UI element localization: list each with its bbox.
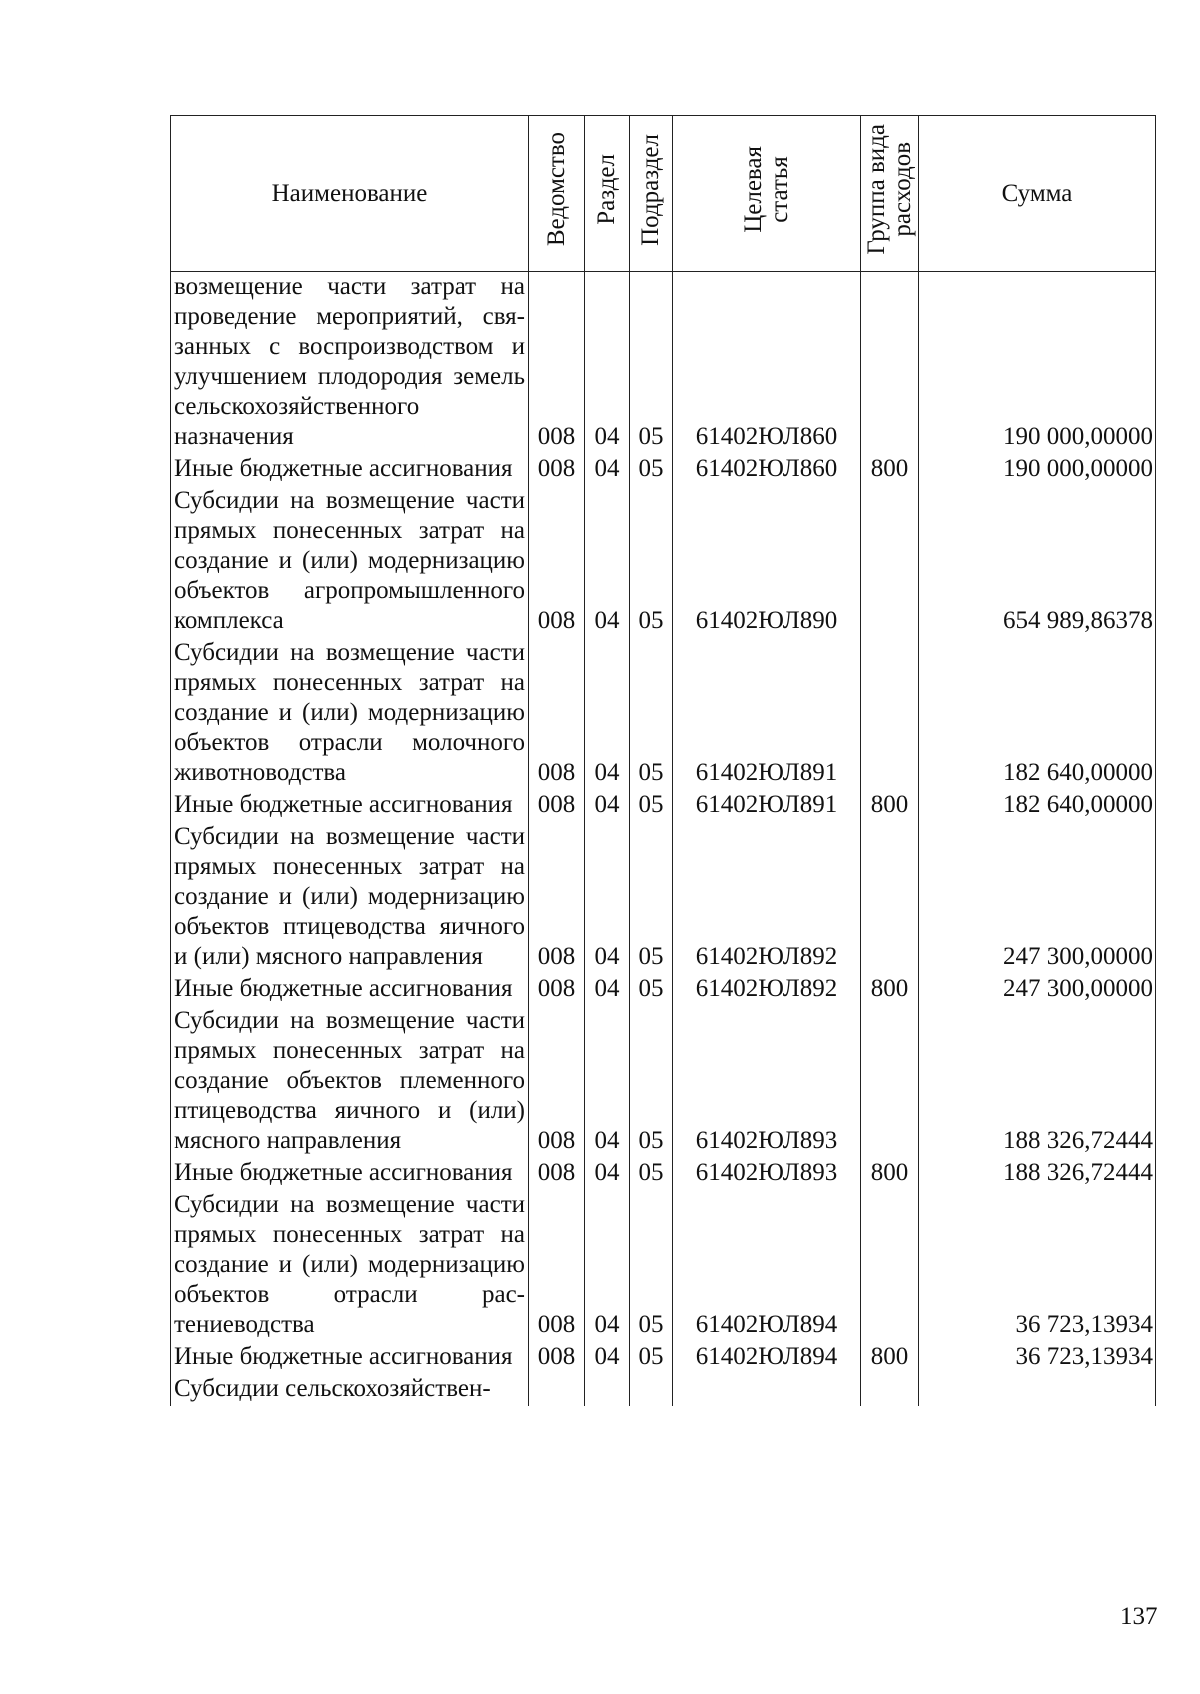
cell-vedomstvo: 008: [529, 454, 585, 486]
header-celevaya-statya: Целевая статья: [673, 116, 861, 272]
header-razdel: Раздел: [585, 116, 630, 272]
cell-gruppa: 800: [861, 1342, 919, 1374]
cell-gruppa: [861, 1374, 919, 1406]
cell-name: Субсидии сельскохозяйствен-: [171, 1374, 529, 1406]
cell-razdel: 04: [585, 822, 630, 974]
cell-celevaya-statya: 61402ЮЛ893: [673, 1158, 861, 1190]
cell-name: Иные бюджетные ассигнования: [171, 1158, 529, 1190]
cell-podrazdel: 05: [630, 638, 673, 790]
cell-celevaya-statya: 61402ЮЛ893: [673, 1006, 861, 1158]
table-row: [171, 1374, 1156, 1406]
cell-celevaya-statya: 61402ЮЛ890: [673, 486, 861, 638]
cell-name: Иные бюджетные ассигнования: [171, 790, 529, 822]
cell-name: Иные бюджетные ассигнования: [171, 974, 529, 1006]
cell-gruppa: 800: [861, 454, 919, 486]
cell-gruppa: 800: [861, 974, 919, 1006]
cell-summa: 36 723,13934: [919, 1342, 1156, 1374]
cell-podrazdel: 05: [630, 454, 673, 486]
table-row: [171, 1006, 1156, 1158]
cell-vedomstvo: 008: [529, 638, 585, 790]
table-row: [171, 822, 1156, 974]
cell-celevaya-statya: 61402ЮЛ892: [673, 974, 861, 1006]
cell-celevaya-statya: 61402ЮЛ891: [673, 790, 861, 822]
table-row: [171, 1190, 1156, 1342]
cell-name: Субсидии на возмещение части прямых понесенных затрат на создание и (или) модернизацию объектов отрасли молочного животноводства: [171, 638, 529, 790]
cell-summa: 247 300,00000: [919, 822, 1156, 974]
cell-razdel: 04: [585, 1006, 630, 1158]
cell-razdel: 04: [585, 638, 630, 790]
cell-podrazdel: 05: [630, 486, 673, 638]
cell-vedomstvo: 008: [529, 272, 585, 455]
cell-vedomstvo: 008: [529, 1158, 585, 1190]
cell-vedomstvo: 008: [529, 486, 585, 638]
cell-gruppa: 800: [861, 790, 919, 822]
cell-summa: 36 723,13934: [919, 1190, 1156, 1342]
cell-vedomstvo: 008: [529, 1342, 585, 1374]
cell-name: Иные бюджетные ассигнования: [171, 454, 529, 486]
cell-podrazdel: 05: [630, 790, 673, 822]
cell-summa: 188 326,72444: [919, 1158, 1156, 1190]
cell-celevaya-statya: 61402ЮЛ894: [673, 1190, 861, 1342]
cell-podrazdel: 05: [630, 1158, 673, 1190]
cell-summa: 190 000,00000: [919, 454, 1156, 486]
table-row: [171, 1158, 1156, 1190]
cell-name: Субсидии на возмещение части прямых понесенных затрат на создание и (или) модернизацию объектов агропромышленного комплекса: [171, 486, 529, 638]
cell-name: Субсидии на возмещение части прямых понесенных затрат на создание объектов племенного птицеводства яичного и (или) мясного направления: [171, 1006, 529, 1158]
table-row: [171, 272, 1156, 455]
header-vedomstvo: Ведомство: [529, 116, 585, 272]
cell-podrazdel: 05: [630, 1190, 673, 1342]
cell-razdel: 04: [585, 454, 630, 486]
cell-gruppa: [861, 1190, 919, 1342]
cell-celevaya-statya: 61402ЮЛ860: [673, 454, 861, 486]
cell-gruppa: [861, 638, 919, 790]
cell-razdel: 04: [585, 1342, 630, 1374]
header-name: Наименование: [171, 116, 529, 272]
cell-razdel: 04: [585, 1190, 630, 1342]
header-gruppa-vida-rashodov: Группа вида расходов: [861, 116, 919, 272]
table-row: [171, 1342, 1156, 1374]
cell-vedomstvo: 008: [529, 1006, 585, 1158]
cell-razdel: 04: [585, 790, 630, 822]
cell-summa: 654 989,86378: [919, 486, 1156, 638]
cell-summa: 247 300,00000: [919, 974, 1156, 1006]
cell-podrazdel: 05: [630, 822, 673, 974]
cell-vedomstvo: 008: [529, 822, 585, 974]
table-row: [171, 790, 1156, 822]
cell-razdel: 04: [585, 486, 630, 638]
cell-podrazdel: 05: [630, 1342, 673, 1374]
cell-vedomstvo: [529, 1374, 585, 1406]
cell-celevaya-statya: 61402ЮЛ891: [673, 638, 861, 790]
cell-summa: [919, 1374, 1156, 1406]
header-summa: Сумма: [919, 116, 1156, 272]
header-podrazdel: Подраздел: [630, 116, 673, 272]
cell-razdel: [585, 1374, 630, 1406]
cell-name: Субсидии на возмещение части прямых понесенных затрат на создание и (или) модернизацию объектов отрасли растениеводства: [171, 1190, 529, 1342]
cell-name: возмещение части затрат на проведение мероприятий, связанных с воспроизводством и улучшением плодородия земель сельскохозяйственного назначения: [171, 272, 529, 455]
cell-razdel: 04: [585, 272, 630, 455]
cell-podrazdel: 05: [630, 1006, 673, 1158]
cell-name: Субсидии на возмещение части прямых понесенных затрат на создание и (или) модернизацию объектов птицеводства яичного и (или) мясного направления: [171, 822, 529, 974]
cell-gruppa: [861, 1006, 919, 1158]
cell-razdel: 04: [585, 974, 630, 1006]
cell-gruppa: [861, 822, 919, 974]
table-row: [171, 974, 1156, 1006]
cell-celevaya-statya: 61402ЮЛ860: [673, 272, 861, 455]
page-number: 137: [1120, 1603, 1158, 1630]
table-body: [171, 272, 1156, 1407]
table-row: [171, 638, 1156, 790]
cell-podrazdel: [630, 1374, 673, 1406]
cell-summa: 188 326,72444: [919, 1006, 1156, 1158]
cell-razdel: 04: [585, 1158, 630, 1190]
cell-gruppa: [861, 486, 919, 638]
cell-podrazdel: 05: [630, 272, 673, 455]
cell-celevaya-statya: 61402ЮЛ894: [673, 1342, 861, 1374]
table-row: [171, 454, 1156, 486]
cell-vedomstvo: 008: [529, 974, 585, 1006]
cell-summa: 182 640,00000: [919, 638, 1156, 790]
cell-vedomstvo: 008: [529, 1190, 585, 1342]
cell-name: Иные бюджетные ассигнования: [171, 1342, 529, 1374]
cell-gruppa: [861, 272, 919, 455]
table-row: [171, 486, 1156, 638]
cell-gruppa: 800: [861, 1158, 919, 1190]
cell-podrazdel: 05: [630, 974, 673, 1006]
cell-celevaya-statya: 61402ЮЛ892: [673, 822, 861, 974]
table-header-row: [171, 116, 1156, 272]
cell-vedomstvo: 008: [529, 790, 585, 822]
budget-table: [170, 115, 1156, 1406]
cell-celevaya-statya: [673, 1374, 861, 1406]
cell-summa: 190 000,00000: [919, 272, 1156, 455]
cell-summa: 182 640,00000: [919, 790, 1156, 822]
